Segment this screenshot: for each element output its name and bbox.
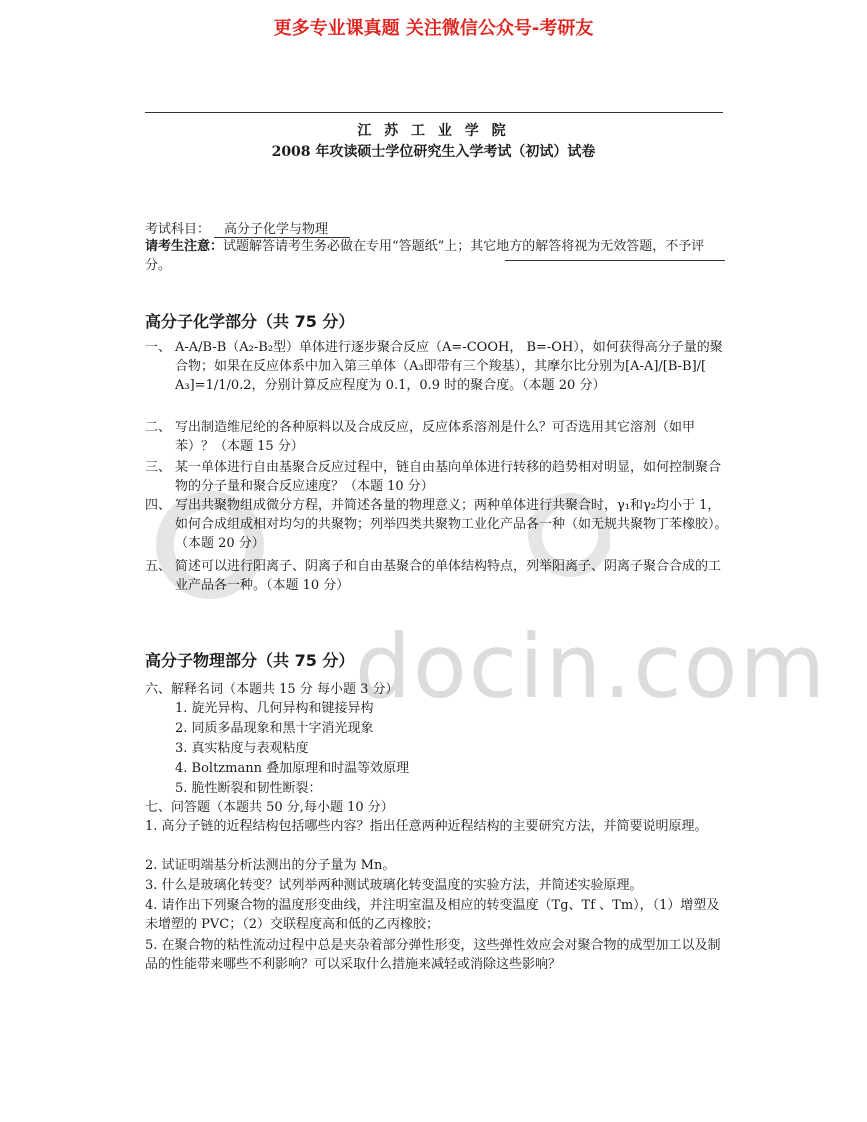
question-text: 写出共聚物组成微分方程，并简述各量的物理意义；两种单体进行共聚合时，γ₁和γ₂均小于 1，如何合成组成相对均匀的共聚物；列举四类共聚物工业化产品各一种（如无规共聚物丁苯橡胶）。（本题 20 分） <box>175 498 728 551</box>
qa-item: 3. 什么是玻璃化转变？试列举两种测试玻璃化转变温度的实验方法，并简述实验原理。 <box>145 878 643 893</box>
question-5 <box>145 557 730 595</box>
question-number: 一、 <box>145 340 172 355</box>
question-7-title: 七、问答题（本题共 50 分,每小题 10 分） <box>145 800 394 815</box>
question-number: 五、 <box>145 559 172 574</box>
question-6-title: 六、解释名词（本题共 15 分 每小题 3 分） <box>145 682 399 697</box>
question-1 <box>145 338 730 395</box>
exam-subject <box>145 218 350 238</box>
exam-title: 2008 年攻读硕士学位研究生入学考试（初试）试卷 <box>271 144 596 160</box>
part2-title: 高分子物理部分（共 75 分） <box>145 651 355 670</box>
school-name: 江 苏 工 业 学 院 <box>357 123 510 139</box>
term-item: 4. Boltzmann 叠加原理和时温等效原理 <box>175 761 410 776</box>
question-2 <box>145 418 730 456</box>
qa-item: 2. 试证明端基分析法测出的分子量为 Mn。 <box>145 858 396 873</box>
subject-value: 高分子化学与物理 <box>214 218 350 238</box>
term-item: 5. 脆性断裂和韧性断裂： <box>175 781 322 796</box>
question-3 <box>145 458 730 496</box>
candidate-notice <box>145 237 730 275</box>
term-item: 2. 同质多晶现象和黑十字消光现象 <box>175 721 374 736</box>
question-number: 三、 <box>145 460 172 475</box>
question-text: 某一单体进行自由基聚合反应过程中，链自由基向单体进行转移的趋势相对明显，如何控制聚合物的分子量和聚合反应速度？（本题 10 分） <box>175 460 722 494</box>
qa-item: 5. 在聚合物的粘性流动过程中总是夹杂着部分弹性形变，这些弹性效应会对聚合物的成型加工以及制品的性能带来哪些不利影响？可以采取什么措施来减轻或消除这些影响？ <box>145 938 721 972</box>
part1-title: 高分子化学部分（共 75 分） <box>145 312 355 331</box>
notice-text: 试题解答请考生务必做在专用“答题纸”上；其它地方的解答将视为无效答题，不予评分。 <box>145 239 705 273</box>
term-item: 1. 旋光异构、几何异构和键接异构 <box>175 701 374 716</box>
question-text: A-A/B-B（A₂-B₂型）单体进行逐步聚合反应（A=-COOH， B=-OH），如何获得高分子量的聚合物；如果在反应体系中加入第三单体（A₃即带有三个羧基），其摩尔比分别为[A-A]/[B-B]/[ A₃]=1/1/0.2，分别计算反应程度为 0.1，0.9 时的聚合度。（本题 20 分） <box>175 340 723 393</box>
notice-label: 请考生注意： <box>145 239 224 254</box>
watermark-text: docin.com <box>355 615 828 718</box>
question-text: 简述可以进行阳离子、阴离子和自由基聚合的单体结构特点，列举阳离子、阴离子聚合合成的工业产品各一种。（本题 10 分） <box>175 559 722 593</box>
question-text: 写出制造维尼纶的各种原料以及合成反应，反应体系溶剂是什么？可否选用其它溶剂（如甲苯）？（本题 15 分） <box>175 420 696 454</box>
question-number: 二、 <box>145 420 172 435</box>
qa-item: 1. 高分子链的近程结构包括哪些内容？指出任意两种近程结构的主要研究方法，并简要说明原理。 <box>145 819 708 834</box>
top-rule <box>145 112 723 113</box>
question-number: 四、 <box>145 498 172 513</box>
qa-item: 4. 请作出下列聚合物的温度形变曲线，并注明室温及相应的转变温度（Tg、Tf 、Tm），（1）增塑及未增塑的 PVC；（2）交联程度高和低的乙丙橡胶； <box>145 898 720 932</box>
question-4 <box>145 496 730 553</box>
subject-label: 考试科目： <box>145 222 211 237</box>
term-item: 3. 真实粘度与表观粘度 <box>175 741 309 756</box>
notice-rule <box>505 260 725 261</box>
promo-banner: 更多专业课真题 关注微信公众号-考研友 <box>273 18 594 39</box>
